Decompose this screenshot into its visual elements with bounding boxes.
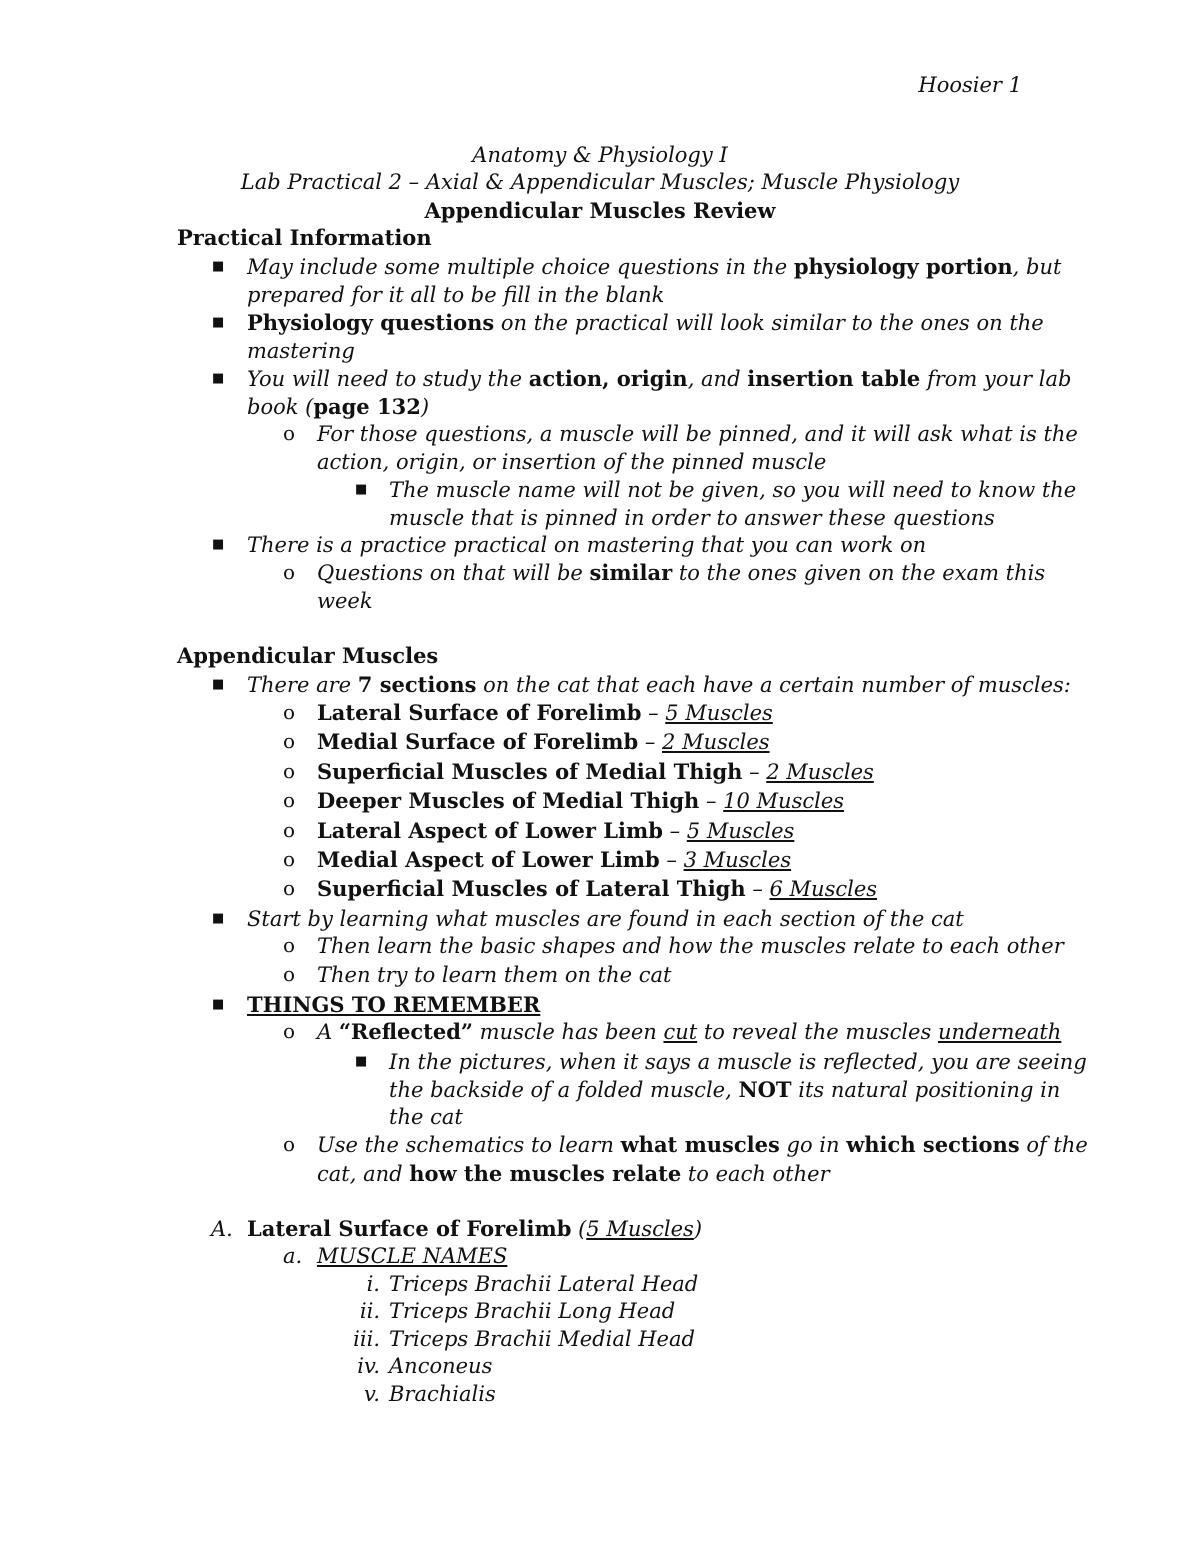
- practical-subsub-1: The muscle name will not be given, so you will need to know the: [389, 478, 1077, 502]
- bullet-icon: ■: [212, 677, 225, 692]
- circle-bullet-icon: o: [283, 817, 296, 842]
- circle-bullet-icon: o: [283, 758, 296, 783]
- practical-sub-1: For those questions, a muscle will be pinned, and it will ask what is the: [317, 422, 1078, 446]
- section-a-letter: A.: [211, 1217, 233, 1241]
- bullet-icon: ■: [212, 537, 225, 552]
- appendicular-sub-learn-shapes: Then learn the basic shapes and how the muscles relate to each other: [317, 934, 1064, 958]
- muscle-number: v.: [363, 1381, 380, 1406]
- section-item: Superficial Muscles of Medial Thigh – 2 Muscles: [317, 758, 874, 784]
- appendicular-bullet-1: There are 7 sections on the cat that each have a certain number of muscles:: [247, 672, 1071, 697]
- circle-bullet-icon: o: [283, 729, 296, 754]
- bullet-icon: ■: [212, 911, 225, 926]
- section-item: Superficial Muscles of Lateral Thigh – 6 Muscles: [317, 876, 878, 902]
- remember-schematics-cont: cat, and how the muscles relate to each other: [317, 1161, 830, 1186]
- section-item: Lateral Aspect of Lower Limb – 5 Muscles: [317, 817, 795, 843]
- practical-bullet-3: You will need to study the action, origin, and insertion table from your lab: [247, 366, 1072, 391]
- muscle-name: Anconeus: [389, 1354, 493, 1379]
- reflected-note-cont-2: the cat: [389, 1105, 463, 1129]
- muscle-name: Brachialis: [389, 1381, 496, 1406]
- bullet-icon: ■: [355, 482, 368, 497]
- section-item: Medial Surface of Forelimb – 2 Muscles: [317, 729, 770, 755]
- reflected-note: In the pictures, when it says a muscle is reflected, you are seeing: [389, 1050, 1087, 1074]
- bullet-icon: ■: [212, 315, 225, 330]
- practical-bullet-4: There is a practice practical on mastering that you can work on: [247, 533, 927, 557]
- muscle-number: iii.: [353, 1326, 380, 1351]
- section-item: Lateral Surface of Forelimb – 5 Muscles: [317, 700, 773, 725]
- practical-subsub-1-cont: muscle that is pinned in order to answer these questions: [389, 506, 995, 530]
- muscle-names-heading: MUSCLE NAMES: [317, 1244, 508, 1268]
- circle-bullet-icon: o: [283, 962, 296, 986]
- practical-bullet-2-cont: mastering: [247, 339, 355, 363]
- section-item: Medial Aspect of Lower Limb – 3 Muscles: [317, 847, 792, 872]
- muscle-number: i.: [366, 1272, 380, 1296]
- practical-bullet-3-cont: book (page 132): [247, 394, 430, 419]
- muscle-number: iv.: [357, 1354, 380, 1379]
- bullet-icon: ■: [212, 997, 225, 1012]
- remember-schematics: Use the schematics to learn what muscles go in which sections of the: [317, 1132, 1088, 1157]
- practical-sub-1-cont: action, origin, or insertion of the pinned muscle: [317, 450, 827, 474]
- circle-bullet-icon: o: [283, 1132, 296, 1156]
- practical-bullet-1-cont: prepared for it all to be fill in the blank: [247, 283, 665, 307]
- appendicular-sub-learn-cat: Then try to learn them on the cat: [317, 963, 672, 987]
- bullet-icon: ■: [355, 1054, 368, 1069]
- appendicular-bullet-2: Start by learning what muscles are found in each section of the cat: [247, 907, 964, 931]
- appendicular-heading: Appendicular Muscles: [177, 643, 439, 668]
- muscle-name: Triceps Brachii Medial Head: [389, 1326, 695, 1351]
- muscle-number: ii.: [359, 1299, 380, 1324]
- circle-bullet-icon: o: [283, 1019, 296, 1043]
- practical-heading: Practical Information: [177, 225, 432, 250]
- bullet-icon: ■: [212, 371, 225, 386]
- muscle-name: Triceps Brachii Lateral Head: [389, 1272, 699, 1296]
- circle-bullet-icon: o: [283, 421, 296, 445]
- muscle-name: Triceps Brachii Long Head: [389, 1299, 676, 1324]
- course-title: Anatomy & Physiology I: [472, 143, 728, 167]
- circle-bullet-icon: o: [283, 560, 296, 584]
- remember-reflected: A “Reflected” muscle has been cut to reveal the muscles underneath: [317, 1019, 1062, 1044]
- page-header: Hoosier 1: [918, 73, 1022, 97]
- practical-sub-2: Questions on that will be similar to the ones given on the exam this: [317, 560, 1046, 585]
- things-to-remember: THINGS TO REMEMBER: [247, 992, 541, 1017]
- circle-bullet-icon: o: [283, 847, 296, 871]
- reflected-note-cont: the backside of a folded muscle, NOT its natural positioning in: [389, 1077, 1061, 1102]
- circle-bullet-icon: o: [283, 876, 296, 901]
- lab-title: Lab Practical 2 – Axial & Appendicular Muscles; Muscle Physiology: [240, 170, 960, 194]
- circle-bullet-icon: o: [283, 788, 296, 813]
- practical-sub-2-cont: week: [317, 589, 373, 613]
- section-a-title: Lateral Surface of Forelimb (5 Muscles): [247, 1216, 703, 1241]
- practical-bullet-2: Physiology questions on the practical will look similar to the ones on the: [247, 310, 1044, 335]
- bullet-icon: ■: [212, 259, 225, 274]
- practical-bullet-1: May include some multiple choice questions in the physiology portion, but: [247, 254, 1062, 279]
- circle-bullet-icon: o: [283, 700, 296, 724]
- sub-a-letter: a.: [283, 1244, 303, 1268]
- circle-bullet-icon: o: [283, 933, 296, 957]
- review-title: Appendicular Muscles Review: [424, 198, 776, 223]
- section-item: Deeper Muscles of Medial Thigh – 10 Muscles: [317, 788, 845, 814]
